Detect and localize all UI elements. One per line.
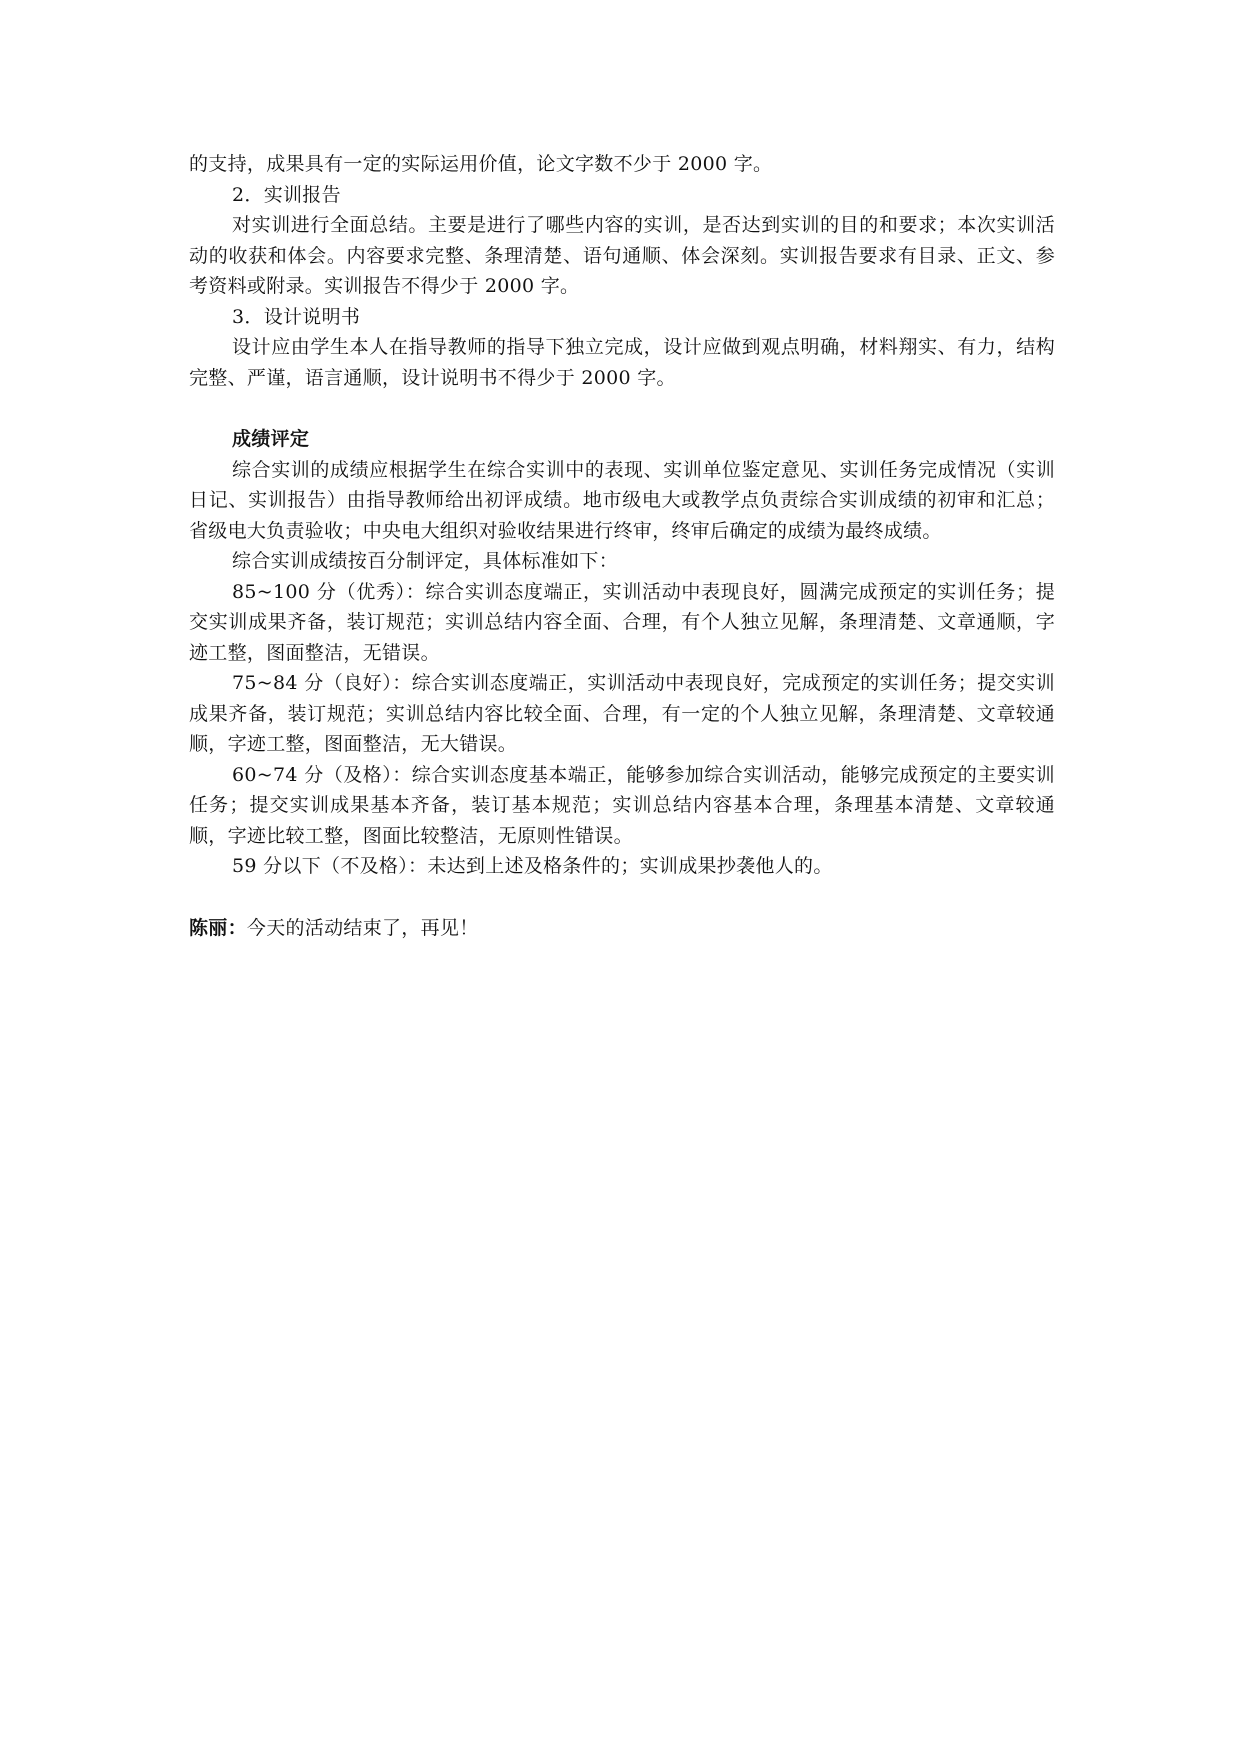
design-body: 设计应由学生本人在指导教师的指导下独立完成，设计应做到观点明确，材料翔实、有力，结构完整、严谨，语言通顺，设计说明书不得少于 2000 字。: [189, 336, 1055, 389]
grading-title: 成绩评定: [232, 428, 310, 450]
closing-speaker: 陈丽：: [189, 916, 247, 939]
closing-line: [189, 913, 1055, 944]
intro-tail-paragraph: 的支持，成果具有一定的实际运用价值，论文字数不少于 2000 字。: [189, 153, 773, 175]
grade-level-pass: 60~74 分（及格）：综合实训态度基本端正，能够参加综合实训活动，能够完成预定的主要实训任务；提交实训成果基本齐备，装订基本规范；实训总结内容基本合理，条理基本清楚、文章较通顺，字迹比较工整，图面比较整洁，无原则性错误。: [189, 763, 1055, 847]
grading-paragraph-2: 综合实训成绩按百分制评定，具体标准如下：: [232, 550, 619, 572]
grade-level-excellent: 85~100 分（优秀）：综合实训态度端正，实训活动中表现良好，圆满完成预定的实训任务；提交实训成果齐备，装订规范；实训总结内容全面、合理，有个人独立见解，条理清楚、文章通顺，字迹工整，图面整洁，无错误。: [189, 580, 1055, 664]
grade-level-fail: 59 分以下（不及格）：未达到上述及格条件的；实训成果抄袭他人的。: [232, 855, 833, 877]
grade-level-good: 75~84 分（良好）：综合实训态度端正，实训活动中表现良好，完成预定的实训任务；提交实训成果齐备，装订规范；实训总结内容比较全面、合理，有一定的个人独立见解，条理清楚、文章较通顺，字迹工整，图面整洁，无大错误。: [189, 672, 1055, 755]
report-heading: 2．实训报告: [232, 183, 341, 206]
closing-text: 今天的活动结束了，再见！: [246, 916, 479, 939]
report-body: 对实训进行全面总结。主要是进行了哪些内容的实训，是否达到实训的目的和要求；本次实训活动的收获和体会。内容要求完整、条理清楚、语句通顺、体会深刻。实训报告要求有目录、正文、参考资料或附录。实训报告不得少于 2000 字。: [189, 214, 1055, 297]
document-page: [189, 149, 1055, 943]
grading-paragraph-1: 综合实训的成绩应根据学生在综合实训中的表现、实训单位鉴定意见、实训任务完成情况（实训日记、实训报告）由指导教师给出初评成绩。地市级电大或教学点负责综合实训成绩的初审和汇总；省级电大负责验收；中央电大组织对验收结果进行终审，终审后确定的成绩为最终成绩。: [189, 458, 1055, 542]
design-heading: 3．设计说明书: [232, 305, 361, 328]
